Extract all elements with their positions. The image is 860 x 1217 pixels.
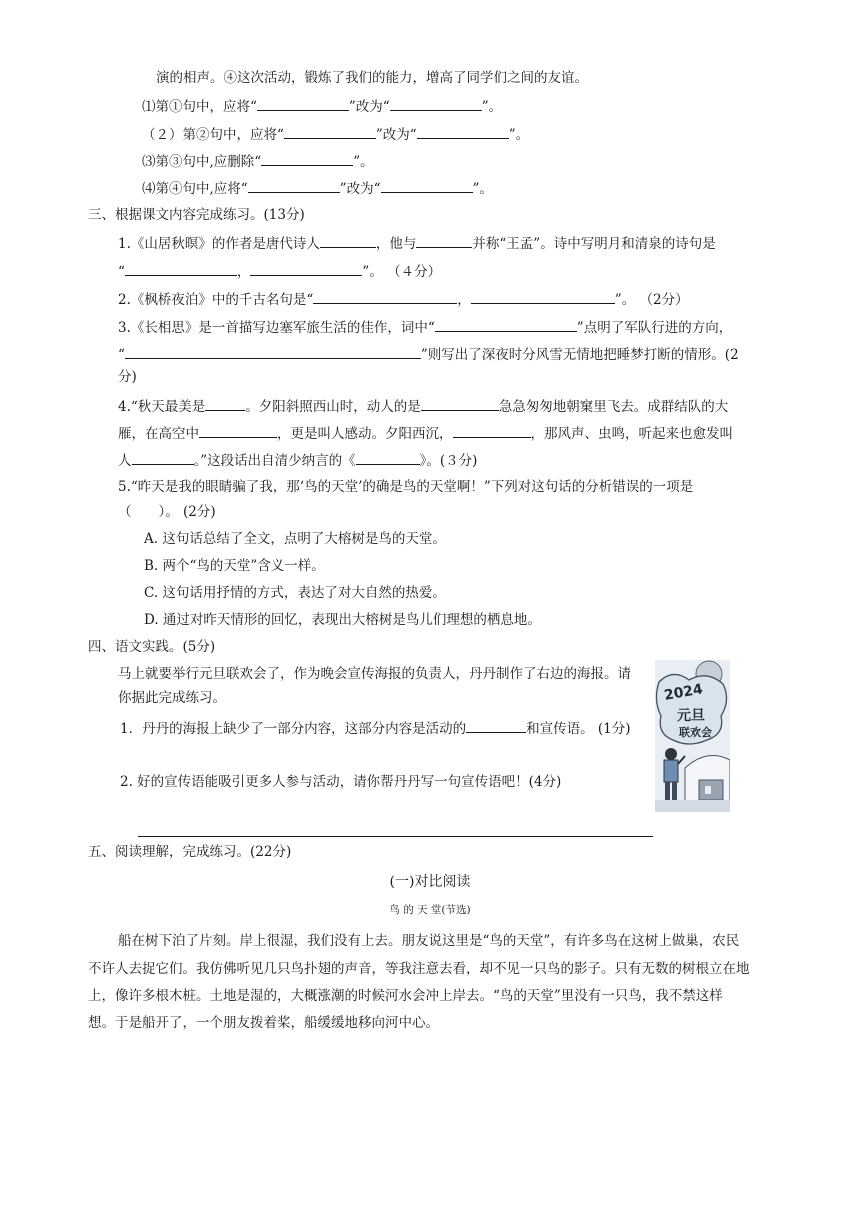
poster-year: 2024: [662, 681, 705, 704]
label: ”。: [472, 181, 493, 197]
text: ，: [236, 264, 251, 280]
text: 。”这段话出自清少纳言的《: [193, 453, 356, 469]
poster-illustration: [655, 660, 730, 812]
practice-question-1: [120, 718, 631, 739]
text: 4.“秋天最美是: [118, 399, 206, 415]
label: ”改为“: [375, 127, 417, 143]
answer-blank[interactable]: [421, 396, 499, 411]
answer-blank[interactable]: [261, 151, 353, 166]
label: ”。: [508, 127, 530, 143]
continued-text: 演的相声。④这次活动，锻炼了我们的能力，增高了同学们之间的友谊。: [156, 70, 588, 86]
text: ”。 （2分）: [614, 292, 689, 308]
text: ”点明了军队行进的方向，: [576, 320, 733, 336]
answer-blank[interactable]: [466, 718, 526, 733]
passage-line: 想。于是船开了，一个朋友拨着桨，船缓缓地移向河中心。: [88, 1015, 439, 1031]
text: ”则写出了深夜时分风雪无情地把睡梦打断的情形。(2: [420, 347, 739, 363]
answer-blank[interactable]: [416, 233, 472, 248]
answer-blank[interactable]: [417, 124, 509, 139]
text: “: [118, 347, 125, 363]
correction-4: [142, 178, 493, 199]
practice-question-2: 2. 好的宣传语能吸引更多人参与活动，请你帮丹丹写一句宣传语吧！(4分): [120, 774, 562, 790]
correction-1: [142, 96, 502, 117]
question-3-5-cont: （ ）。 (2分): [118, 504, 216, 520]
answer-blank[interactable]: [453, 423, 531, 438]
correction-2: [142, 124, 529, 145]
answer-blank[interactable]: [320, 233, 376, 248]
option-b[interactable]: B. 两个“鸟的天堂”含义一样。: [144, 558, 325, 574]
text: ，更是叫人感动。夕阳西沉，: [277, 426, 453, 442]
text: 。夕阳斜照西山时，动人的是: [245, 399, 421, 415]
question-3-1-cont: [118, 261, 441, 282]
text: 3.《长相思》是一首描写边塞军旅生活的佳作，词中“: [118, 320, 435, 336]
text: 1.《山居秋暝》的作者是唐代诗人: [118, 236, 320, 252]
answer-blank[interactable]: [471, 289, 615, 304]
text: 2.《枫桥夜泊》中的千古名句是“: [118, 292, 314, 308]
text: 》。(３分): [419, 453, 478, 469]
passage-line: 船在树下泊了片刻。岸上很湿，我们没有上去。朋友说这里是“鸟的天堂”，有许多鸟在这树上做巢，农民: [118, 933, 740, 949]
answer-blank[interactable]: [390, 96, 482, 111]
practice-intro-cont: 你据此完成练习。: [118, 690, 226, 706]
section-3-heading: 三、根据课文内容完成练习。(13分): [88, 207, 305, 223]
answer-blank[interactable]: [313, 289, 457, 304]
text: ，那风声、虫鸣，听起来也愈发叫: [530, 426, 733, 442]
answer-blank[interactable]: [257, 96, 349, 111]
text: ”。 （４分）: [362, 264, 442, 280]
text: 并称“王孟”。诗中写明月和清泉的诗句是: [472, 236, 716, 252]
question-3-5: 5.“昨天是我的眼睛骗了我，那‘鸟的天堂’的确是鸟的天堂啊！”下列对这句话的分析错误的一项是: [118, 479, 694, 495]
reading-subheading: (一)对比阅读: [389, 874, 471, 890]
text: 雁，在高空中: [118, 426, 199, 442]
text: 人: [118, 453, 132, 469]
passage-line: 不许人去捉它们。我仿佛听见几只鸟扑翅的声音，等我注意去看，却不见一只鸟的影子。只有无数的树根立在地: [88, 961, 750, 977]
practice-intro: 马上就要举行元旦联欢会了，作为晚会宣传海报的负责人，丹丹制作了右边的海报。请: [118, 666, 631, 682]
question-3-4-cont2: [118, 450, 477, 471]
label: ”改为“: [348, 99, 390, 115]
answer-blank[interactable]: [125, 344, 421, 359]
question-3-2: [118, 289, 689, 310]
correction-3: [142, 151, 374, 172]
section-5-heading: 五、阅读理解，完成练习。(22分): [88, 844, 292, 860]
answer-blank[interactable]: [248, 178, 340, 193]
answer-blank[interactable]: [435, 317, 577, 332]
poster-image: [655, 660, 730, 812]
question-3-3-cont: [118, 344, 739, 365]
label: ⑴第①句中，应将“: [142, 99, 257, 115]
label: ”。: [481, 99, 503, 115]
poster-title: 元旦: [677, 708, 705, 724]
label: ⑶第③句中,应删除“: [142, 154, 262, 170]
text: ，他与: [375, 236, 417, 252]
answer-blank[interactable]: [250, 261, 362, 276]
text: “: [118, 264, 125, 280]
question-3-4-cont: [118, 423, 733, 444]
label: （２）第②句中，应将“: [142, 127, 284, 143]
text: 1．丹丹的海报上缺少了一部分内容，这部分内容是活动的: [120, 721, 467, 737]
answer-blank[interactable]: [132, 450, 194, 465]
answer-line[interactable]: [138, 836, 653, 837]
answer-blank[interactable]: [356, 450, 420, 465]
text: 急急匆匆地朝窠里飞去。成群结队的大: [498, 399, 729, 415]
label: ⑷第④句中,应将“: [142, 181, 248, 197]
question-3-3-cont2: 分): [118, 369, 137, 385]
question-3-4: [118, 396, 728, 417]
section-4-heading: 四、语文实践。(5分): [88, 639, 216, 655]
answer-blank[interactable]: [284, 124, 376, 139]
poster-subtitle: 联欢会: [679, 726, 712, 739]
answer-blank[interactable]: [125, 261, 237, 276]
label: ”改为“: [339, 181, 381, 197]
answer-blank[interactable]: [381, 178, 473, 193]
answer-blank[interactable]: [199, 423, 277, 438]
text: 和宣传语。 (1分): [526, 721, 631, 737]
passage-line: 上，像许多根木桩。土地是湿的，大概涨潮的时候河水会冲上岸去。“鸟的天堂”里没有一只鸟，我不禁这样: [88, 988, 723, 1004]
question-3-1: [118, 233, 716, 254]
answer-blank[interactable]: [205, 396, 245, 411]
passage-title: 鸟 的 天 堂(节选): [389, 904, 471, 916]
label: ”。: [353, 154, 374, 170]
option-c[interactable]: C. 这句话用抒情的方式，表达了对大自然的热爱。: [144, 585, 446, 601]
question-3-3: [118, 317, 732, 338]
text: ，: [457, 292, 471, 308]
option-d[interactable]: D. 通过对昨天情形的回忆，表现出大榕树是鸟儿们理想的栖息地。: [144, 612, 541, 628]
option-a[interactable]: A. 这句话总结了全文，点明了大榕树是鸟的天堂。: [144, 531, 446, 547]
